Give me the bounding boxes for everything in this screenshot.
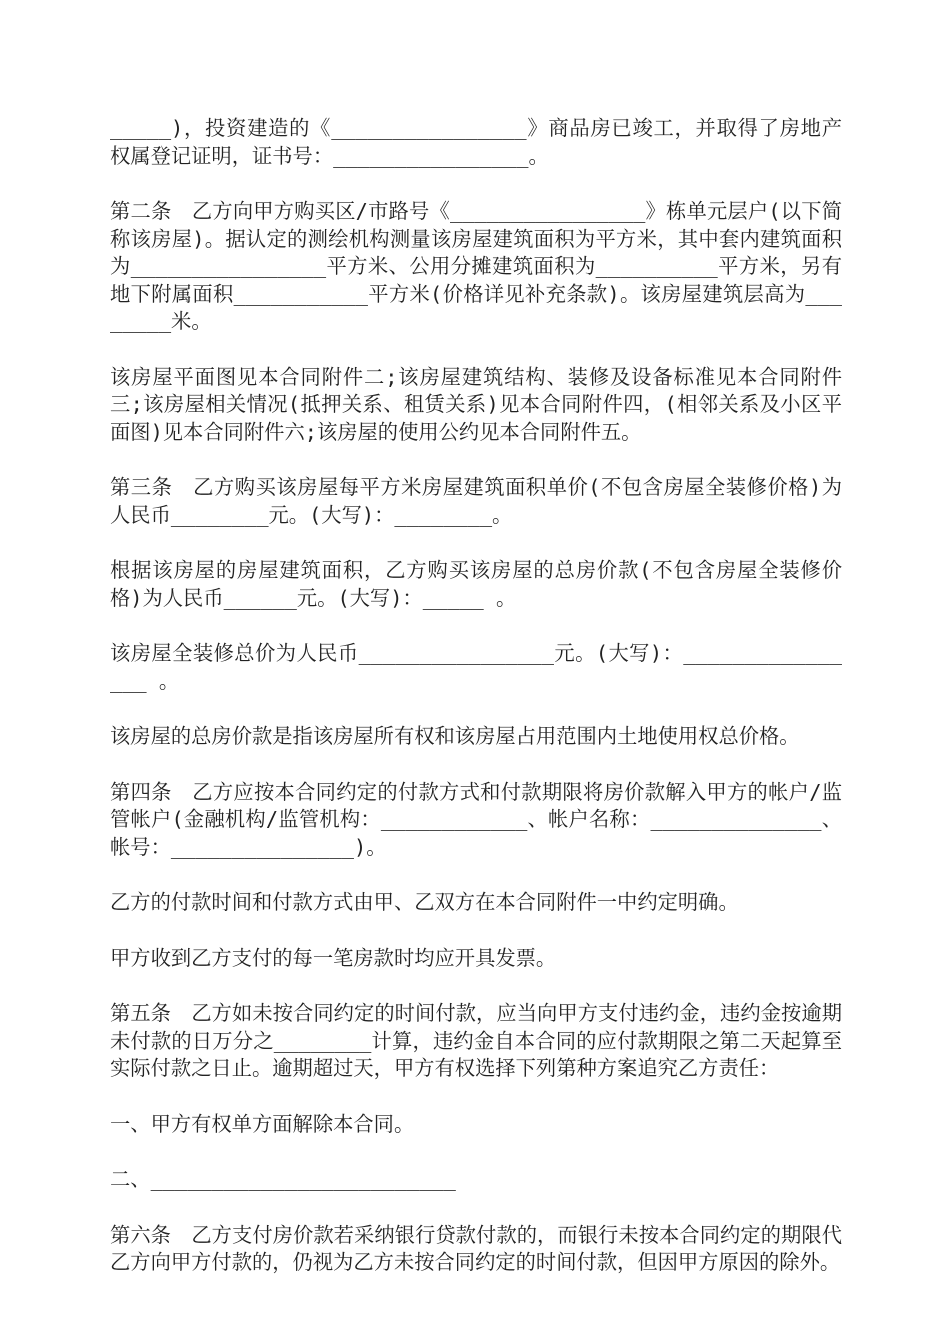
paragraph-article-5: 第五条 乙方如未按合同约定的时间付款，应当向甲方支付违约金，违约金按逾期未付款的日万分之________计算，违约金自本合同的应付款期限之第二天起算至实际付款之日止。逾期超过天，甲方有权选择下列第种方案追究乙方责任： (110, 1001, 842, 1080)
paragraph-attachments: 该房屋平面图见本合同附件二;该房屋建筑结构、装修及设备标准见本合同附件三;该房屋相关情况(抵押关系、租赁关系)见本合同附件四，(相邻关系及小区平面图)见本合同附件六;该房屋的使用公约见本合同附件五。 (110, 364, 842, 444)
paragraph-article-6: 第六条 乙方支付房价款若采纳银行贷款付款的，而银行未按本合同约定的期限代乙方向甲方付款的，仍视为乙方未按合同约定的时间付款，但因甲方原因的除外。 (110, 1222, 842, 1274)
paragraph-price-definition: 该房屋的总房价款是指该房屋所有权和该房屋占用范围内土地使用权总价格。 (110, 724, 800, 748)
paragraph-invoice: 甲方收到乙方支付的每一笔房款时均应开具发票。 (110, 945, 557, 970)
document-page (110, 115, 842, 1305)
paragraph-option-1: 一、甲方有权单方面解除本合同。 (110, 1111, 415, 1136)
paragraph-article-3: 第三条 乙方购买该房屋每平方米房屋建筑面积单价(不包含房屋全装修价格)为人民币________元。(大写)：________。 (110, 475, 842, 527)
paragraph-total-price: 根据该房屋的房屋建筑面积，乙方购买该房屋的总房价款(不包含房屋全装修价格)为人民币______元。(大写)：_____ 。 (110, 558, 842, 610)
paragraph-article-2: 第二条 乙方向甲方购买区/市路号《________________》栋单元层户(以下简称该房屋)。据认定的测绘机构测量该房屋建筑面积为平方米，其中套内建筑面积为________________平方米、公用分摊建筑面积为__________平方米，另有地下附属面积___________平方米(价格详见补充条款)。该房屋建筑层高为________米。 (110, 199, 842, 333)
paragraph-title-registration: _____)，投资建造的《________________》商品房已竣工，并取得了房地产权属登记证明，证书号：________________。 (110, 116, 842, 168)
paragraph-article-4: 第四条 乙方应按本合同约定的付款方式和付款期限将房价款解入甲方的帐户/监管帐户(金融机构/监管机构：____________、帐户名称：______________、帐号：_______________)。 (110, 779, 842, 859)
paragraph-decoration-price: 该房屋全装修总价为人民币________________元。(大写)：________________ 。 (110, 641, 842, 693)
paragraph-option-2: 二、_________________________ (110, 1167, 456, 1191)
paragraph-payment-terms: 乙方的付款时间和付款方式由甲、乙双方在本合同附件一中约定明确。 (110, 890, 739, 914)
